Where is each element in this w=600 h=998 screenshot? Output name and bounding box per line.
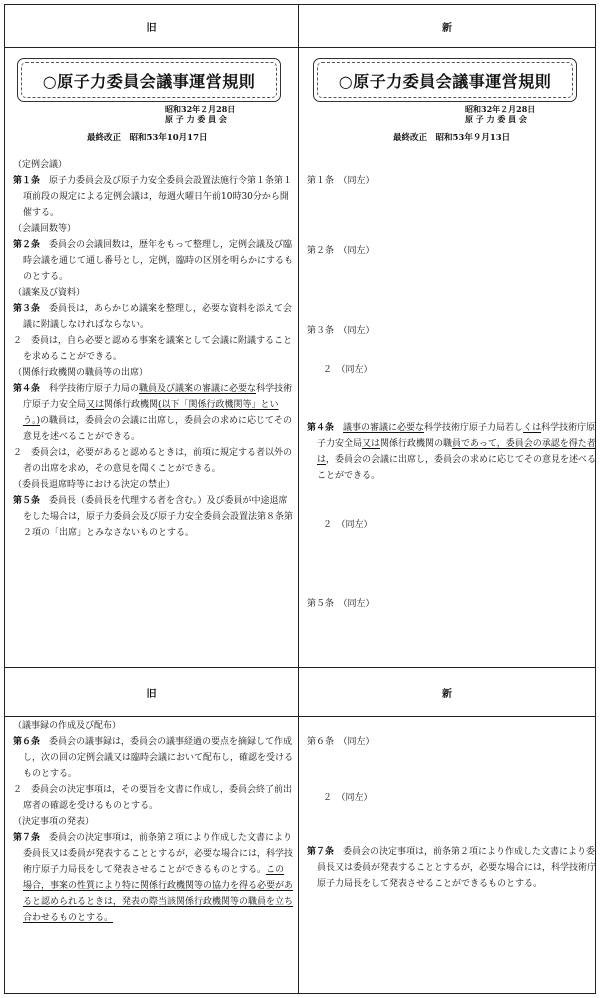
amended-text: くは [523, 423, 542, 433]
article-heading: （定例会議） [13, 160, 68, 170]
decision-body-text: 原 子 力 委 員 会 [165, 114, 227, 124]
article-text: 科学技術庁原子力局若し [424, 423, 524, 433]
article-label: 第２条 [13, 240, 41, 250]
old-articles-2 [13, 718, 293, 926]
decision-date-old [165, 104, 235, 124]
amended-text: 議事の審議に必要な [343, 423, 425, 433]
article-5-old [13, 493, 293, 541]
new-article-2: 第２条 （同左） [307, 246, 375, 256]
article-heading: （関係行政機関の職員等の出席） [13, 368, 149, 378]
paragraph-text: 委員会は，必要があると認めるときは，前項に規定する者以外の者の出席を求め，その意見を聞くことができる。 [23, 448, 293, 474]
article-text: 委員長は，あらかじめ議案を整理し，必要な資料を添えて会議に附議しなければならない。 [23, 304, 293, 330]
article-label: 第１条 [13, 176, 41, 186]
article-4-para-2-old [13, 445, 293, 477]
article-label: 第５条 [13, 496, 41, 506]
paragraph-label: ２ [13, 336, 23, 346]
decision-date-text: 昭和32年２月28日 [165, 104, 236, 114]
new-article-6: 第６条 （同左） [307, 737, 375, 747]
article-label: 第７条 [307, 847, 335, 857]
article-text: 委員会の議事録は，委員会の議事経過の要点を摘録して作成し，次の回の定例会議又は臨時会議において配布し，確認を受けるものとする。 [23, 737, 294, 779]
new-article-3: 第３条 （同左） [307, 326, 375, 336]
article-4-old [13, 381, 293, 445]
new-article-6-para-2: ２ （同左） [323, 793, 373, 803]
article-heading: （会議回数等） [13, 224, 77, 234]
article-label: 第６条 [13, 737, 41, 747]
last-revision-new: 最終改正 昭和53年９月13日 [393, 133, 511, 143]
article-text: 科学技術庁原子力局の [49, 384, 140, 394]
last-revision-old: 最終改正 昭和53年10月17日 [87, 133, 208, 143]
old-articles-1 [13, 157, 293, 541]
amended-text: 職員及び議案の審議に必要な [139, 384, 257, 394]
new-article-7 [307, 844, 599, 892]
comparison-sheet-1 [4, 4, 596, 668]
article-text: 科学技術庁原子力安全局 [23, 384, 293, 410]
article-3-old [13, 301, 293, 333]
decision-date-text: 昭和32年２月28日 [465, 104, 536, 114]
article-label: 第４条 [307, 423, 335, 433]
header-row [5, 5, 595, 48]
article-heading: （委員長退席時等における決定の禁止） [13, 480, 176, 490]
title-old: ○原子力委員会議事運営規則 [17, 58, 281, 102]
article-text: 関係行政機関の職 [380, 439, 453, 449]
header-old: 旧 [146, 688, 157, 700]
paragraph-text: 委員会の決定事項は，その要旨を文書に作成し，委員会終了前出席者の確認を受けるものとする。 [23, 785, 293, 811]
article-text: 委員会の決定事項は，前条第２項により作成した文書により委員長又は委員が発表することとするが，必要な場合には，科学技術庁原子力局長をして発表させることができるものとする。 [317, 847, 597, 889]
article-6-old [13, 734, 293, 782]
title-new: ○原子力委員会議事運営規則 [313, 58, 577, 102]
article-label: 第４条 [13, 384, 41, 394]
comparison-sheet-2 [4, 668, 596, 994]
amended-text: 員であって，委員会の承認を得た者は [317, 439, 596, 465]
new-article-5: 第５条 （同左） [307, 599, 375, 609]
article-label: 第３条 [13, 304, 41, 314]
article-1-old [13, 173, 293, 221]
article-text: ，委員会の会議に出席し，委員会の求めに応じてその意見を述べることができる。 [317, 455, 597, 481]
article-text: 委員会の会議回数は，歴年をもって整理し，定例会議及び臨時会議を通じて通し番号とし，定例，臨時の区別を明らかにするものとする。 [23, 240, 294, 282]
new-article-3-para-2: ２ （同左） [323, 365, 373, 375]
article-heading: （議事録の作成及び配布） [13, 721, 122, 731]
article-heading: （決定事項の発表） [13, 817, 95, 827]
amended-text: (以下「関係行政機関等」という。) [23, 400, 279, 426]
article-text: 科学技術庁原子力安全局 [317, 423, 596, 449]
header-new: 新 [442, 688, 452, 700]
decision-date-new [465, 104, 535, 124]
header-new: 新 [442, 22, 452, 34]
new-article-4-para-2: ２ （同左） [323, 520, 373, 530]
decision-body-text: 原 子 力 委 員 会 [465, 114, 527, 124]
article-7-old [13, 830, 293, 926]
article-text: 委員会の決定事項は，前条第２項により作成した文書により委員長又は委員が発表することとするが，必要な場合には，科学技術庁原子力局長をして発表させることができるものとする。 [23, 833, 294, 875]
new-article-4 [307, 420, 599, 484]
comparison-table [4, 4, 596, 994]
article-text: 委員長（委員長を代理する者を含む。）及び委員が中途退席をした場合は，原子力委員会及び原子力安全委員会設置法第８条第２項の「出席」とみなさないものとする。 [23, 496, 294, 538]
column-divider [298, 5, 299, 667]
article-label: 第７条 [13, 833, 41, 843]
header-old: 旧 [146, 22, 157, 34]
amended-text: 又は [362, 439, 381, 449]
article-text: 原子力委員会及び原子力安全委員会設置法施行令第１条第１項前段の規定による定例会議は，毎週火曜日午前10時30分から開催する。 [23, 176, 293, 218]
amended-text: 又は [86, 400, 105, 410]
paragraph-label: ２ [13, 448, 23, 458]
article-3-para-2-old [13, 333, 293, 365]
article-6-para-2-old [13, 782, 293, 814]
article-text: 関係行政機関 [104, 400, 159, 410]
amended-text: この場合，事案の性質により特に関係行政機関等の協力を得る必要があると認められるときは，発表の際当該関係行政機関等の職員を立ち合わせるものとする。 [23, 865, 294, 923]
paragraph-text: 委員は，自ら必要と認める事案を議案として会議に附議することを求めることができる。 [23, 336, 293, 362]
article-heading: （議案及び資料） [13, 288, 86, 298]
header-row [5, 668, 595, 717]
article-text: の職員は，委員会の会議に出席し，委員会の求めに応じてその意見を述べることができる。 [23, 416, 293, 442]
paragraph-label: ２ [13, 785, 23, 795]
new-article-1: 第１条 （同左） [307, 176, 375, 186]
article-2-old [13, 237, 293, 285]
